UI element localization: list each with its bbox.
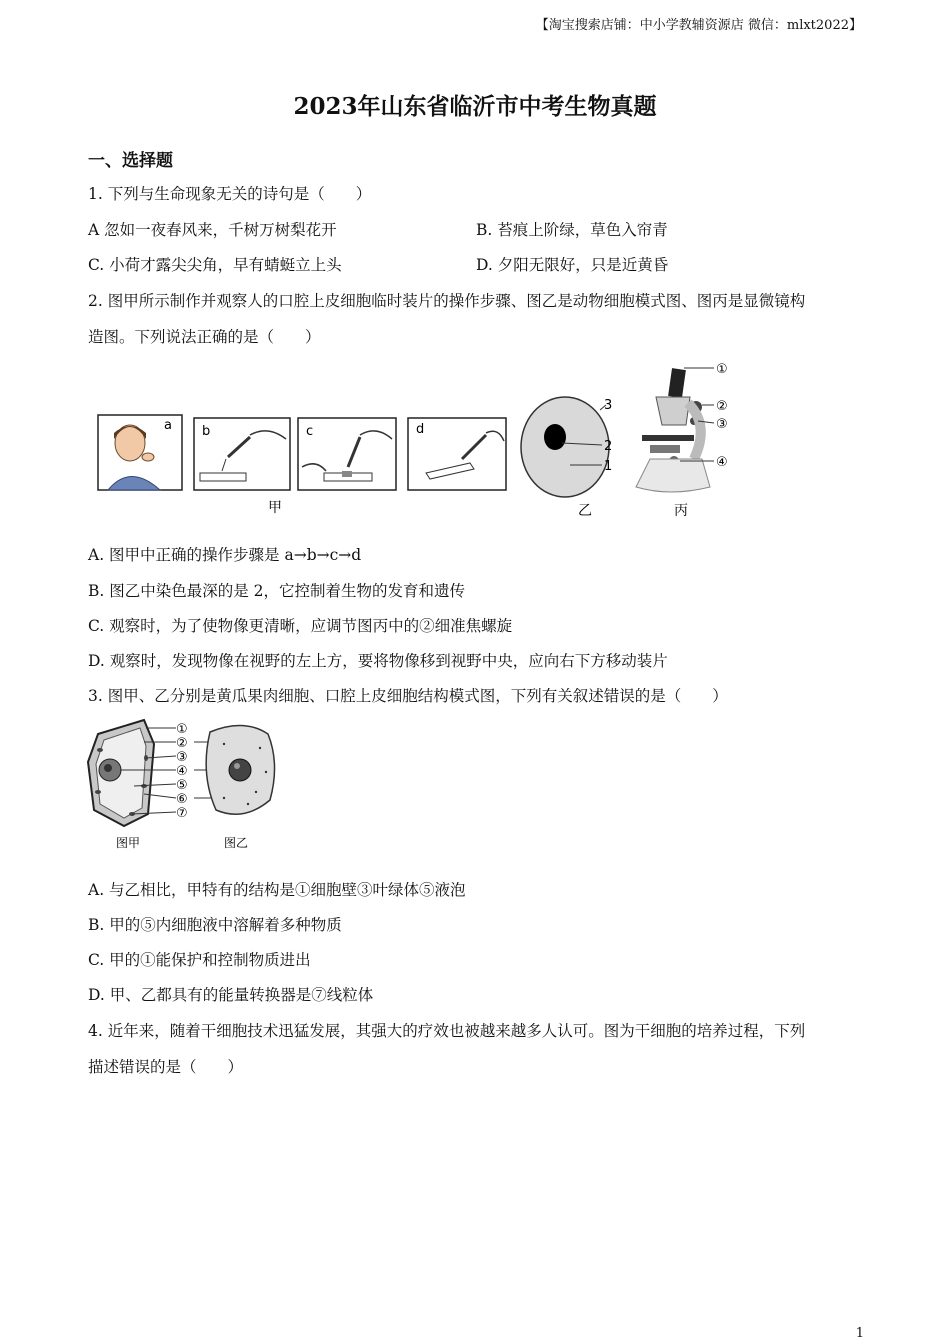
plant-cell-diagram [88, 720, 154, 826]
q3-label-4: ④ [176, 764, 188, 779]
microscope-diagram [636, 362, 728, 519]
scope-label-4: ④ [716, 455, 728, 470]
q3-stem: 3. 图甲、乙分别是黄瓜果肉细胞、口腔上皮细胞结构模式图，下列有关叙述错误的是（ ） [88, 687, 728, 705]
q1-option-d: D. 夕阳无限好，只是近黄昏 [476, 256, 669, 274]
q3-label-2: ② [176, 736, 188, 751]
label-yi: 乙 [578, 503, 592, 519]
q3-option-c: C. 甲的①能保护和控制物质进出 [88, 951, 311, 969]
cell-label-2: 2 [604, 439, 613, 454]
label-jia: 甲 [268, 500, 282, 516]
panel-a [98, 415, 182, 490]
panel-d [408, 418, 506, 490]
panel-c-label: c [306, 424, 314, 439]
label-bing: 丙 [674, 503, 688, 519]
q2-stem-line1: 2. 图甲所示制作并观察人的口腔上皮细胞临时装片的操作步骤、图乙是动物细胞模式图、图丙是显微镜构 [88, 292, 806, 310]
q1-option-b: B. 苔痕上阶绿，草色入帘青 [476, 221, 668, 239]
q3-option-a: A. 与乙相比，甲特有的结构是①细胞壁③叶绿体⑤液泡 [88, 881, 466, 899]
q3-label-6: ⑥ [176, 792, 188, 807]
cell-label-1: 1 [604, 459, 613, 474]
q1-stem: 1. 下列与生命现象无关的诗句是（ ） [88, 185, 372, 203]
q3-label-7: ⑦ [176, 806, 188, 821]
page-title: 2023年山东省临沂市中考生物真题 [293, 93, 657, 120]
q3-label-5: ⑤ [176, 778, 188, 793]
scope-label-1: ① [716, 362, 728, 377]
panel-c [298, 418, 396, 490]
q3-figure [84, 714, 284, 856]
panel-b [194, 418, 290, 490]
q2-option-c: C. 观察时，为了使物像更清晰，应调节图丙中的②细准焦螺旋 [88, 617, 513, 635]
q4-stem-line2: 描述错误的是（ ） [88, 1058, 244, 1076]
label-tu-jia: 图甲 [116, 836, 141, 850]
cell-label-3: 3 [604, 398, 613, 413]
q2-option-a: A. 图甲中正确的操作步骤是 a→b→c→d [88, 546, 362, 564]
q1-option-c: C. 小荷才露尖尖角，早有蜻蜓立上头 [88, 256, 342, 274]
q3-label-3: ③ [176, 750, 188, 765]
header-note: 【淘宝搜索店铺：中小学教辅资源店 微信：mlxt2022】 [535, 18, 862, 33]
panel-a-label: a [164, 418, 172, 433]
q1-option-a: A 忽如一夜春风来，千树万树梨花开 [88, 221, 337, 239]
q2-stem-line2: 造图。下列说法正确的是（ ） [88, 328, 321, 346]
q2-option-b: B. 图乙中染色最深的是 2，它控制着生物的发育和遗传 [88, 582, 466, 600]
panel-d-label: d [416, 422, 425, 437]
scope-label-2: ② [716, 399, 728, 414]
page-number: 1 [855, 1326, 864, 1341]
q2-option-d: D. 观察时，发现物像在视野的左上方，要将物像移到视野中央，应向右下方移动装片 [88, 652, 668, 670]
oral-cell-diagram [206, 725, 274, 814]
q4-stem-line1: 4. 近年来，随着干细胞技术迅猛发展，其强大的疗效也被越来越多人认可。图为干细胞的培养过程，下列 [88, 1022, 806, 1040]
circled-labels [176, 722, 188, 821]
panel-b-label: b [202, 424, 211, 439]
scope-label-3: ③ [716, 417, 728, 432]
label-tu-yi: 图乙 [224, 836, 249, 850]
q3-label-1: ① [176, 722, 188, 737]
animal-cell-diagram [521, 397, 612, 519]
q3-option-b: B. 甲的⑤内细胞液中溶解着多种物质 [88, 916, 342, 934]
q3-option-d: D. 甲、乙都具有的能量转换器是⑦线粒体 [88, 986, 374, 1004]
q2-figure [90, 355, 750, 525]
section-heading: 一、选择题 [88, 151, 173, 171]
